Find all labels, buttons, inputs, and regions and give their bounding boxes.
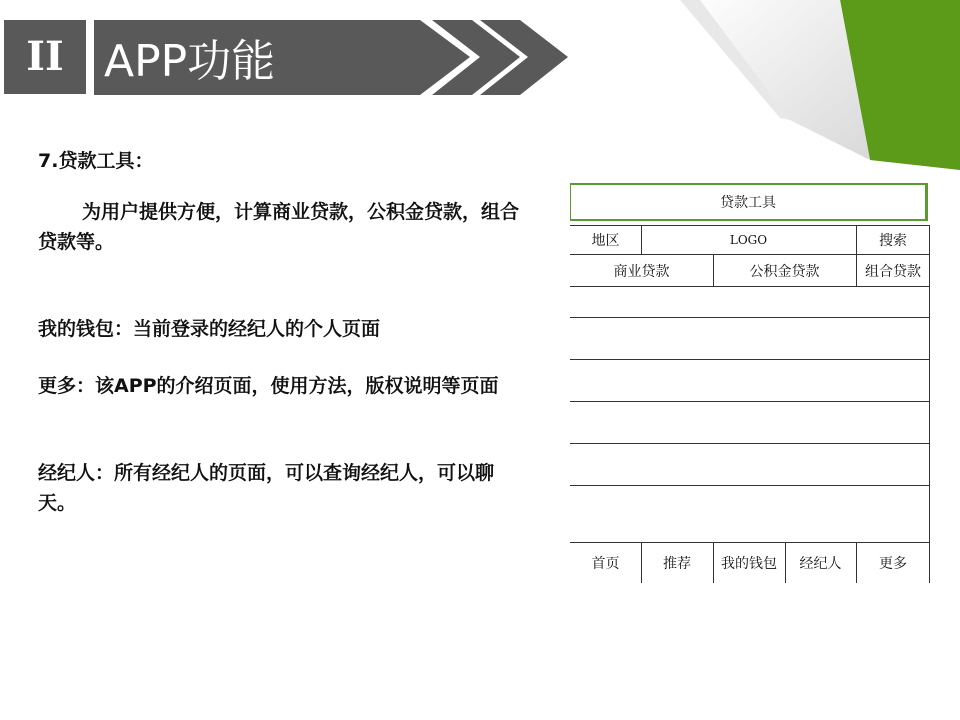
grid-line [856,225,857,287]
tab-label: 公积金贷款 [749,263,820,280]
page-curl-decoration [640,0,960,180]
search-button[interactable] [856,226,930,254]
tab-provident-fund-loan[interactable] [713,255,856,286]
nav-home[interactable] [570,543,641,583]
nav-my-wallet[interactable] [713,543,785,583]
grid-line [713,543,714,583]
nav-label: 首页 [591,556,620,572]
nav-recommend[interactable] [641,543,713,583]
nav-broker[interactable] [785,543,856,583]
tab-combined-loan[interactable] [856,255,930,286]
content-row [570,402,930,444]
content-row [570,287,930,318]
nav-label: 推荐 [663,556,691,572]
tab-label: 组合贷款 [865,263,921,280]
wireframe-tabs-row [570,255,930,287]
search-label: 搜索 [879,233,907,249]
grid-line [785,543,786,583]
app-wireframe [570,183,930,583]
tab-label: 商业贷款 [613,263,670,280]
title-banner [0,0,620,100]
content-row [570,360,930,402]
wireframe-top-row [570,225,930,255]
grid-line [641,543,642,583]
grid-line [713,255,714,287]
nav-label: 经纪人 [799,556,842,572]
grid-line [856,543,857,583]
broker-description: 经纪人：所有经纪人的页面，可以查询经纪人，可以聊天。 [38,462,495,514]
nav-label: 我的钱包 [721,556,777,572]
logo-label: LOGO [729,233,768,247]
content-row [570,444,930,486]
content-row [570,486,930,543]
logo-placeholder [641,226,856,254]
region-button[interactable] [570,226,641,254]
loan-tool-description: 为用户提供方便，计算商业贷款，公积金贷款，组合贷款等。 [38,201,520,253]
grid-line [929,225,930,583]
more-description: 更多：该APP的介绍页面，使用方法，版权说明等页面 [38,375,499,397]
content-row [570,318,930,360]
page-title: APP功能 [104,36,276,87]
bottom-nav [570,543,930,583]
wireframe-title-bar [570,183,928,221]
section-number: II [4,20,86,94]
tab-commercial-loan[interactable] [570,255,713,286]
region-label: 地区 [591,233,620,249]
nav-more[interactable] [856,543,930,583]
wallet-description: 我的钱包：当前登录的经纪人的个人页面 [38,318,381,340]
grid-line [641,225,642,255]
section-heading: 7.贷款工具： [38,150,154,172]
nav-label: 更多 [879,556,907,572]
wireframe-title: 贷款工具 [720,195,776,211]
